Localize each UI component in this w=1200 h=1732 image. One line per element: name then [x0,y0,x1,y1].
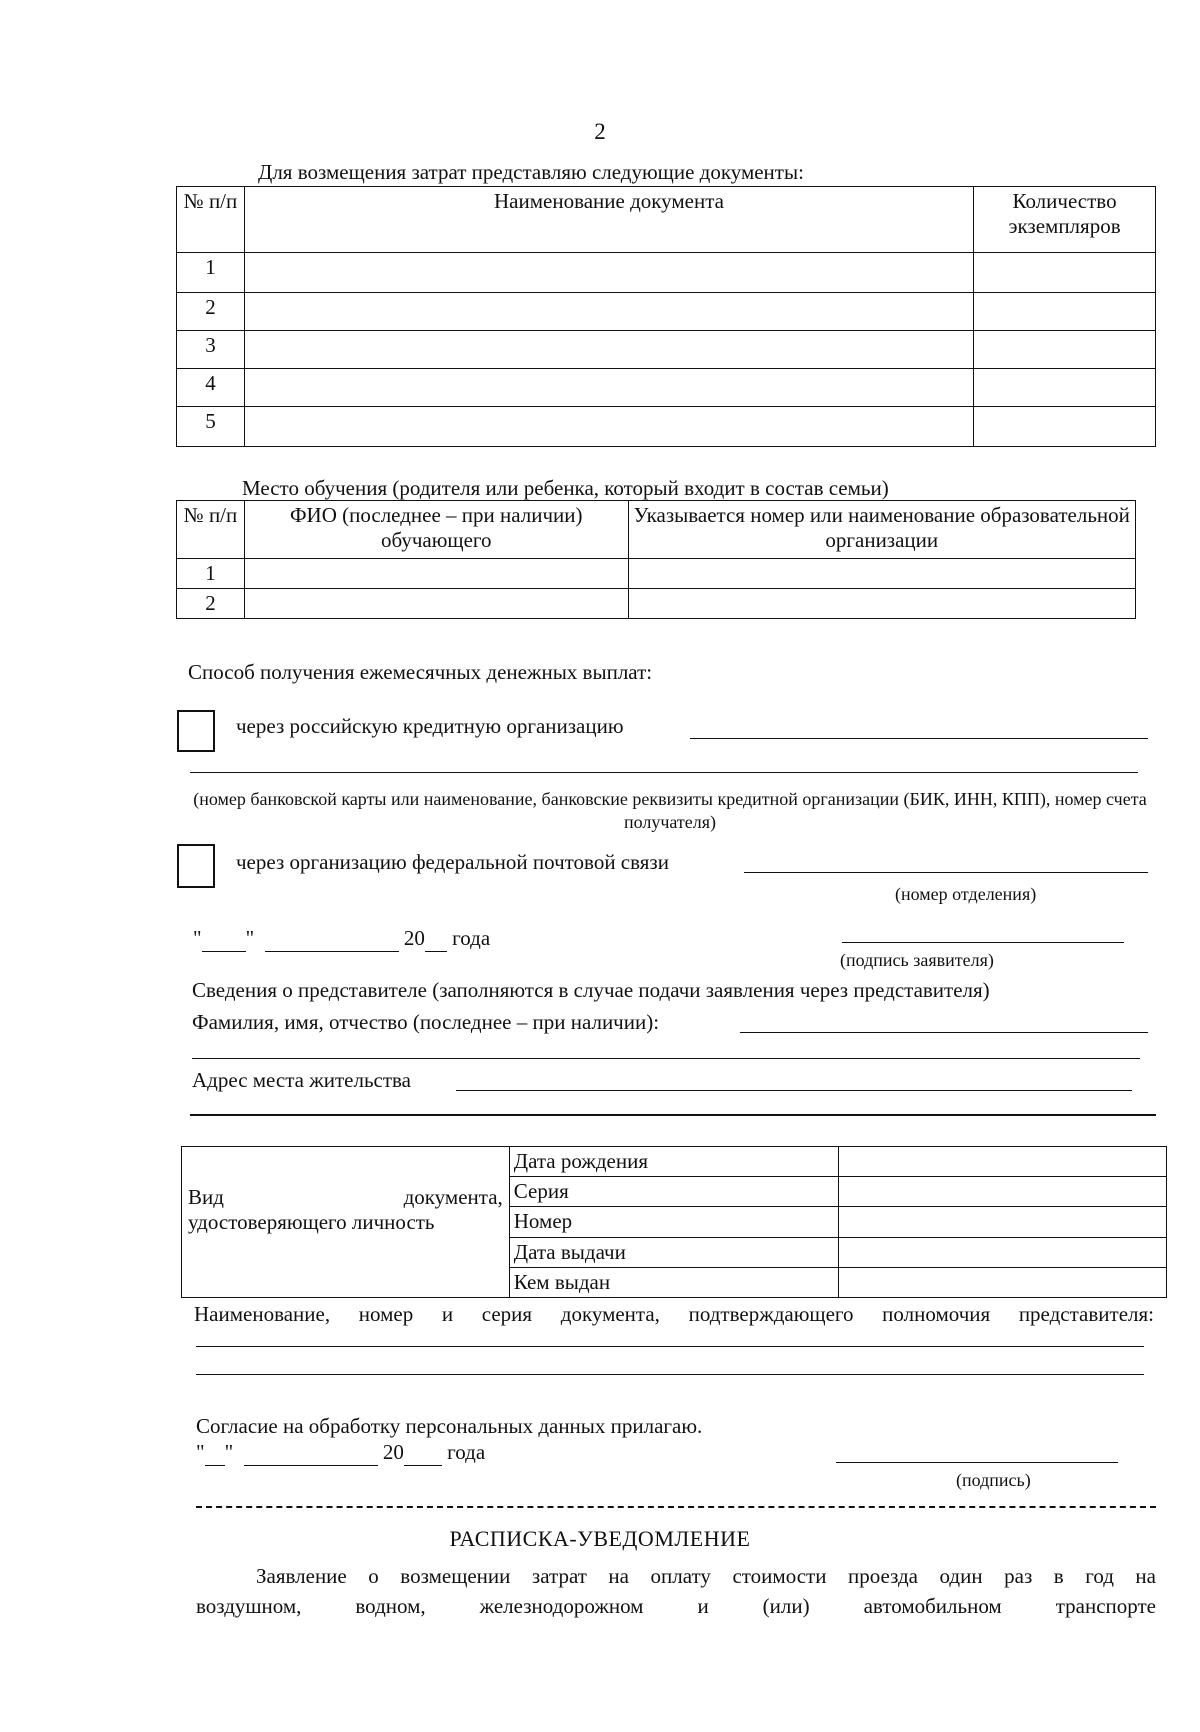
table-row [177,407,1156,447]
row-number: 2 [177,589,245,619]
year-suffix: года [447,1440,486,1464]
study-fio-cell[interactable] [244,589,628,619]
id-field-value[interactable] [839,1177,1167,1207]
quote-open: " [193,926,202,950]
representative-title: Сведения о представителе (заполняются в случае подачи заявления через представителя) [192,978,990,1002]
document-qty-cell[interactable] [974,407,1156,447]
year-prefix: 20 [403,926,425,950]
id-field-value[interactable] [839,1147,1167,1177]
day-field[interactable] [205,1440,225,1466]
id-doc-label-word2: документа, [403,1184,503,1209]
document-qty-cell[interactable] [974,293,1156,331]
applicant-sign-hint: (подпись заявителя) [840,950,994,970]
document-name-cell[interactable] [244,293,973,331]
bank-checkbox[interactable] [177,710,215,752]
consent-text: Согласие на обработку персональных данных прилагаю. [196,1414,703,1438]
id-field-label: Кем выдан [509,1267,839,1297]
address-label: Адрес места жительства [192,1068,411,1092]
id-field-value[interactable] [839,1237,1167,1267]
cut-line [196,1506,1156,1508]
id-field-value[interactable] [839,1267,1167,1297]
receipt-text-line1: Заявление о возмещении затрат на оплату стоимости проезда один раз в год на [256,1564,1156,1588]
month-field[interactable] [265,926,399,952]
study-col-num-header: № п/п [177,501,245,559]
authority-doc-label: Наименование, номер и серия документа, подтверждающего полномочия представителя: [194,1302,1154,1326]
representative-fio-line[interactable] [740,1032,1148,1033]
row-number: 1 [177,253,245,293]
document-name-cell[interactable] [244,369,973,407]
row-number: 5 [177,407,245,447]
row-number: 2 [177,293,245,331]
study-table [176,500,1136,619]
bank-details-line[interactable] [690,738,1148,739]
table-row [177,589,1136,619]
representative-fio-label: Фамилия, имя, отчество (последнее – при наличии): [192,1010,660,1034]
documents-table-header [177,187,1156,253]
address-line[interactable] [456,1090,1132,1091]
date-line-applicant [193,926,490,952]
study-org-cell[interactable] [628,559,1135,589]
applicant-signature-line[interactable] [842,942,1124,943]
document-qty-cell[interactable] [974,253,1156,293]
post-option-label: через организацию федеральной почтовой связи [236,850,669,874]
year-field[interactable] [425,926,447,952]
year-prefix: 20 [382,1440,404,1464]
col-qty-header: Количество экземпляров [974,187,1156,253]
receipt-text-line2: воздушном, водном, железнодорожном и (или) автомобильном транспорте [196,1594,1156,1618]
authority-doc-line-1[interactable] [196,1346,1144,1347]
study-org-cell[interactable] [628,589,1135,619]
id-field-value[interactable] [839,1207,1167,1237]
month-field[interactable] [244,1440,378,1466]
study-intro: Место обучения (родителя или ребенка, который входит в состав семьи) [242,476,889,500]
col-name-header: Наименование документа [244,187,973,253]
id-doc-label-word1: Вид [188,1184,224,1209]
post-office-line[interactable] [744,872,1148,873]
document-qty-cell[interactable] [974,369,1156,407]
document-qty-cell[interactable] [974,331,1156,369]
row-number: 1 [177,559,245,589]
year-field[interactable] [404,1440,442,1466]
id-field-label: Дата выдачи [509,1237,839,1267]
bank-hint: (номер банковской карты или наименование, банковские реквизиты кредитной организации (БИК, ИНН, КПП), номер счета получателя) [193,789,1147,832]
col-num-header: № п/п [177,187,245,253]
table-row [177,331,1156,369]
document-name-cell[interactable] [244,407,973,447]
page-number: 2 [594,119,606,144]
table-row [177,369,1156,407]
date-line-consent [196,1440,485,1466]
receipt-title: РАСПИСКА-УВЕДОМЛЕНИЕ [449,1526,751,1551]
bank-option-label: через российскую кредитную организацию [236,714,624,738]
row-number: 3 [177,331,245,369]
quote-close: " [245,926,255,950]
representative-fio-line-2[interactable] [192,1058,1140,1059]
post-hint: (номер отделения) [895,884,1037,904]
document-name-cell[interactable] [244,253,973,293]
day-field[interactable] [202,926,246,952]
consent-sign-hint: (подпись) [956,1470,1031,1490]
id-field-label: Дата рождения [509,1147,839,1177]
year-suffix: года [452,926,491,950]
payment-title: Способ получения ежемесячных денежных выплат: [188,660,653,684]
document-name-cell[interactable] [244,331,973,369]
row-number: 4 [177,369,245,407]
documents-intro: Для возмещения затрат представляю следующие документы: [258,160,804,184]
post-checkbox[interactable] [177,844,215,888]
table-row [177,559,1136,589]
consent-signature-line[interactable] [836,1462,1118,1463]
documents-table [176,186,1156,447]
table-row [177,253,1156,293]
quote-open: " [196,1440,205,1464]
id-field-label: Номер [509,1207,839,1237]
address-line-2[interactable] [190,1114,1156,1116]
study-col-fio-header: ФИО (последнее – при наличии) обучающего [244,501,628,559]
study-col-org-header: Указывается номер или наименование образовательной организации [628,501,1135,559]
study-fio-cell[interactable] [244,559,628,589]
table-row [182,1147,1167,1177]
id-field-label: Серия [509,1177,839,1207]
id-doc-label-cell [182,1147,510,1298]
id-doc-label-line2: удостоверяющего личность [188,1209,435,1234]
bank-details-line-2[interactable] [190,772,1138,773]
id-doc-label-line1 [188,1185,503,1210]
id-document-table [181,1146,1167,1298]
study-table-header [177,501,1136,559]
quote-close: " [224,1440,234,1464]
authority-doc-line-2[interactable] [196,1374,1144,1375]
table-row [177,293,1156,331]
